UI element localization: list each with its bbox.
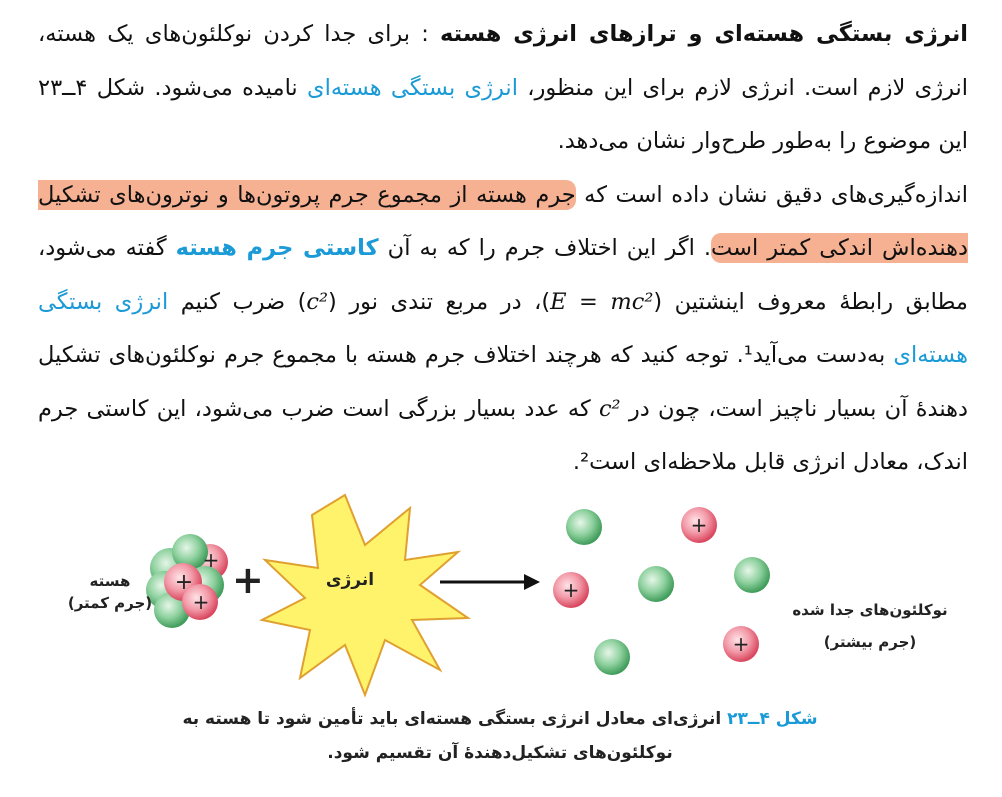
key-term: کاستی جرم هسته [175, 235, 379, 261]
neutron-icon [638, 566, 674, 602]
neutron-icon [734, 557, 770, 593]
text-run: نامیده می‌شود. شکل ۴ــ۲۳ این موضوع را به‌طور طرح‌وار نشان می‌دهد. [38, 74, 968, 154]
formula: E = mc² [550, 288, 654, 315]
proton-icon [553, 572, 589, 608]
section-heading: انرژی بستگی هسته‌ای و ترازهای انرژی هسته [440, 21, 968, 47]
neutron-icon [566, 509, 602, 545]
svg-text:+: + [192, 590, 210, 614]
figure [0, 490, 1002, 700]
svg-text:+: + [732, 632, 750, 656]
text-run: گفته می‌شود، مطابق رابطهٔ معروف اینشتین ( [38, 235, 968, 315]
svg-text:+: + [562, 578, 580, 602]
arrow-icon [440, 574, 540, 590]
proton-icon [723, 626, 759, 662]
svg-text:+: + [202, 548, 220, 572]
neutron-icon [594, 639, 630, 675]
paragraph-2 [38, 169, 968, 490]
caption-text: انرژی‌ای معادل انرژی بستگی هسته‌ای باید تأمین شود تا هسته به نوکلئون‌های تشکیل‌دهندهٔ آن تقسیم شود. [182, 709, 728, 763]
nucleons-label-text: نوکلئون‌های جدا شده [792, 601, 948, 619]
text-run: به‌دست می‌آید¹. توجه کنید که هرچند اختلاف جرم هسته با مجموع جرم نوکلئون‌های تشکیل دهندهٔ آن بسیار ناچیز است، چون در [38, 342, 968, 422]
nucleus-label-text: هسته [89, 572, 131, 590]
energy-burst-icon [262, 495, 468, 695]
text-run: )، در مربع تندی نور ( [328, 288, 551, 315]
paragraph-1 [38, 8, 968, 169]
text-run: : برای جدا کردن نوکلئون‌های یک هسته، انرژی لازم است. انرژی لازم برای این منظور، [38, 21, 968, 101]
figure-number: شکل ۴ــ۲۳ [727, 709, 818, 729]
highlighted-text: جرم هسته از مجموع جرم پروتون‌ها و نوترون‌های تشکیل دهنده‌اش اندکی کمتر است [38, 181, 968, 261]
text-run: ) ضرب کنیم [168, 288, 307, 315]
nucleons-sublabel: (جرم بیشتر) [823, 633, 917, 651]
svg-text:+: + [690, 513, 708, 537]
text-run: اندازه‌گیری‌های دقیق نشان داده است که [575, 181, 968, 208]
body-text [38, 8, 968, 490]
figure-caption [180, 702, 820, 770]
nucleons-label [790, 594, 950, 658]
proton-icon [681, 507, 717, 543]
nucleus-sublabel: (جرم کمتر) [67, 594, 153, 612]
svg-text:+: + [174, 570, 194, 595]
key-term: انرژی بستگی هسته‌ای [38, 288, 968, 368]
key-term: انرژی بستگی هسته‌ای [306, 74, 518, 101]
formula: c² [598, 395, 621, 422]
text-run: که عدد بسیار بزرگی است ضرب می‌شود، این کاستی جرم اندک، معادل انرژی قابل ملاحظه‌ای است². [38, 395, 968, 475]
text-run: . اگر این اختلاف جرم را که به آن [378, 235, 712, 261]
plus-sign: + [232, 558, 264, 602]
nucleus-label [60, 570, 160, 614]
formula: c² [306, 288, 329, 315]
energy-label: انرژی [325, 570, 375, 590]
